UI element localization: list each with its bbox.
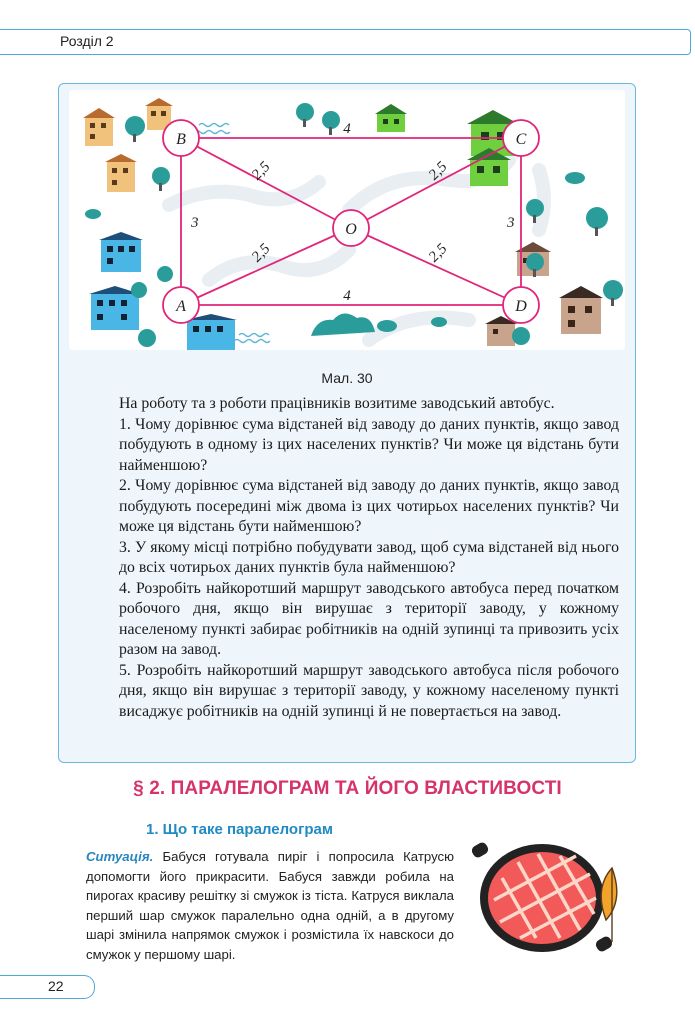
distance-ad: 4 (343, 288, 351, 304)
question-1: 1. Чому дорівнює сума відстаней від заводу до даних пунктів, якщо завод побудують в одному із цих населених пунктів? Чи може ця відстань бути найменшою? (119, 415, 619, 474)
distance-ab: 3 (191, 215, 199, 231)
water-waves (194, 124, 270, 343)
point-a-label: A (176, 298, 186, 315)
figure-caption: Мал. 30 (321, 370, 373, 386)
point-b-label: B (176, 131, 186, 148)
distance-cd: 3 (507, 215, 515, 231)
situation-lead: Ситуація. (86, 849, 154, 864)
tree-icon (157, 266, 173, 282)
point-c-label: C (515, 131, 527, 148)
section-title: § 2. ПАРАЛЕЛОГРАМ ТА ЙОГО ВЛАСТИВОСТІ (133, 778, 562, 799)
tree-icon (296, 103, 314, 127)
task-box (58, 83, 636, 763)
point-o-label: O (345, 221, 357, 238)
situation-paragraph (86, 847, 454, 964)
distance-bo: 2,5 (248, 158, 274, 184)
map-figure (69, 90, 625, 350)
tree-icon (512, 327, 530, 345)
distance-co: 2,5 (425, 158, 451, 184)
tree-icon (125, 116, 145, 142)
chapter-label: Розділ 2 (60, 33, 114, 49)
tree-icon (322, 111, 340, 135)
page-number: 22 (48, 978, 64, 994)
subsection-title: 1. Що таке паралелограм (146, 821, 333, 838)
tree-icon (131, 282, 147, 298)
house-icon (83, 108, 115, 146)
distance-bc: 4 (343, 121, 351, 137)
road-do (351, 228, 521, 305)
house-icon (559, 286, 603, 334)
bush-icon (431, 317, 447, 327)
leaf-icon (601, 868, 617, 942)
bush-icon (377, 320, 397, 332)
tree-icon (586, 207, 608, 236)
question-2: 2. Чому дорівнює сума відстаней від заводу до даних пунктів, якщо завод побудують посередині між двома із цих чотирьох населених пунктів? Чи може ця відстань бути найменшою? (119, 477, 619, 535)
background-paths (169, 160, 544, 340)
question-4: 4. Розробіть найкоротший маршрут заводського автобуса перед початком робочого дня, якщо він вирушає з території заводу, у кожному населеному пункті забирає робітників на одній зупинці та привозить усіх разом на завод. (119, 579, 619, 658)
chapter-header (0, 29, 691, 55)
tree-icon (603, 280, 623, 306)
bush-icon (85, 209, 101, 219)
pan-icon (472, 841, 614, 953)
point-d-label: D (515, 298, 527, 315)
bush-icon (565, 172, 585, 184)
pie-illustration (472, 838, 638, 954)
task-text (119, 394, 619, 722)
house-icon (105, 154, 137, 192)
tree-icon (152, 167, 170, 191)
task-intro: На роботу та з роботи працівників возитиме заводський автобус. (119, 395, 555, 412)
distance-do: 2,5 (425, 240, 451, 266)
house-icon (99, 232, 143, 272)
distance-ao: 2,5 (248, 240, 274, 266)
page-number-tab (0, 975, 95, 999)
situation-text: Бабуся готувала пиріг і попросила Катрусю допомогти його прикрасити. Бабуся завжди робила на пирогах красиву решітку зі смужок із тіста. Катруся виклала перший шар смужок паралельно одна одній, а в другому шарі змінила напрямок смужок і розмістила їх навскоси до смужок у першому шарі. (86, 849, 454, 962)
tree-icon (138, 329, 156, 347)
question-3: 3. У якому місці потрібно побудувати завод, щоб сума відстаней від нього до всіх чотирьох даних пунктів була найменшою? (119, 538, 619, 576)
question-5: 5. Розробіть найкоротший маршрут заводського автобуса після робочого дня, якщо він вирушає з території заводу, у кожному населеному пункті висаджує робітників на одній зупинці й не повертається на завод. (119, 661, 619, 720)
house-icon (375, 104, 407, 132)
bush-icon (311, 313, 375, 336)
